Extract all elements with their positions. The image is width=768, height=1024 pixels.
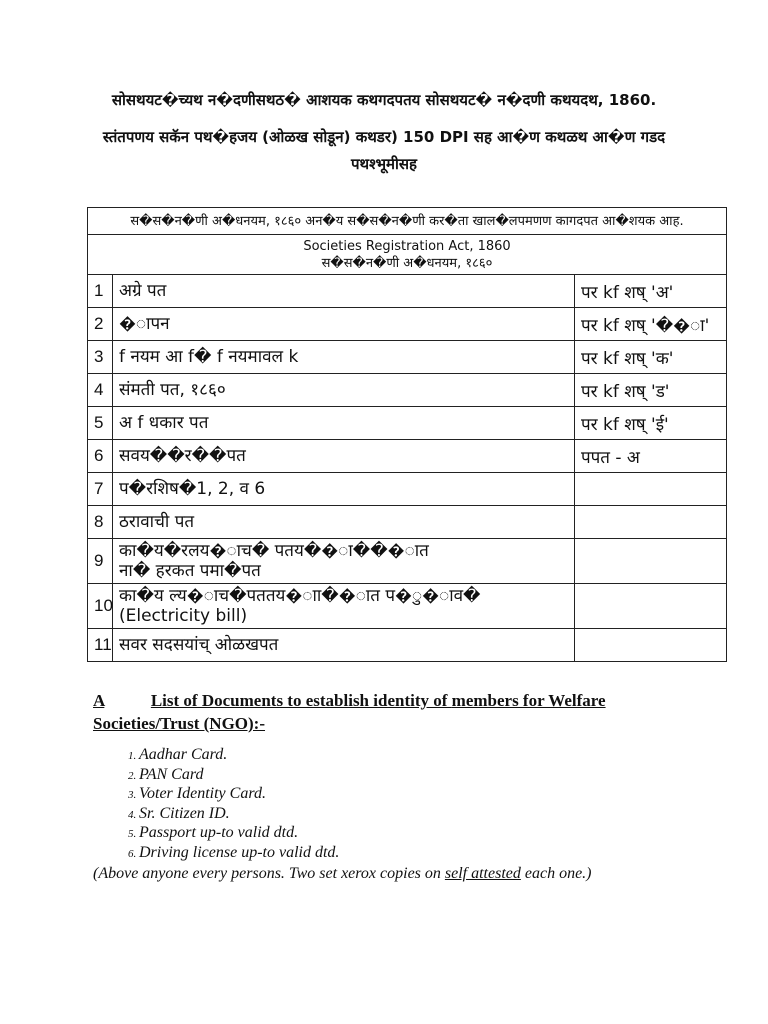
document-name: अ f धकार पत (119, 413, 209, 433)
note-text-after: each one.) (520, 865, 592, 882)
section-title-line2: Societies/Trust (NGO):- (93, 714, 266, 733)
table-heading: स�स�न�णी अ�धनयम, १८६० अन�य स�स�न�णी कर�ता खाल�लपमणण कागदपत आ�शयक आह. (88, 208, 727, 235)
act-title-marathi: स�स�न�णी अ�धनयम, १८६० (321, 255, 493, 271)
identity-document-item: 6. Driving license up-to valid dtd. (139, 843, 339, 863)
note-text-underlined: self attested (444, 865, 521, 882)
row-number: 6 (88, 440, 113, 473)
row-number: 2 (88, 308, 113, 341)
table-row (88, 629, 727, 662)
annexure-cell: पर kf शष् 'ई' (574, 407, 726, 440)
document-name-cell (113, 584, 575, 629)
section-title-part1: List of Documents to establish identity of (150, 691, 452, 710)
annexure-cell (574, 539, 726, 584)
documents-table (87, 207, 727, 662)
annexure-cell: पपत - अ (574, 440, 726, 473)
document-name-cell (113, 473, 575, 506)
identity-document-item: 3. Voter Identity Card. (139, 784, 339, 804)
document-name: प�रशिष�1, 2, व 6 (119, 479, 266, 499)
table-row (88, 407, 727, 440)
document-name: सवय��र��पत (119, 446, 246, 466)
table-heading-row (88, 208, 727, 235)
table-row (88, 341, 727, 374)
section-title-part2: members for Welfare (451, 691, 606, 710)
table-row (88, 539, 727, 584)
document-name-cell (113, 440, 575, 473)
document-name: का�य ल्य�ाच�पततय�ाा��ात प�ु�ाव� (119, 586, 481, 606)
identity-documents-list (93, 745, 339, 862)
annexure-cell (574, 584, 726, 629)
act-title-english: Societies Registration Act, 1860 (303, 238, 511, 254)
note-text-before: (Above anyone every persons. Two set xerox copies on (93, 865, 445, 882)
table-row (88, 440, 727, 473)
table-row (88, 506, 727, 539)
document-name: अग्रे पत (119, 281, 167, 301)
document-name-cell (113, 275, 575, 308)
header-line-1: सोसथयट�च्यथ न�दणीसथठ� आशयक कथगदपतय सोसथयट� न�दणी कथयदथ, 1860. (111, 91, 657, 109)
row-number: 10 (88, 584, 113, 629)
document-name: ठरावाची पत (119, 512, 195, 532)
table-row (88, 275, 727, 308)
document-name-cell (113, 308, 575, 341)
document-name: का�य�रलय�ाच� पतय��ा���ात (119, 541, 429, 561)
identity-document-item: 1. Aadhar Card. (139, 745, 339, 765)
annexure-cell (574, 506, 726, 539)
row-number: 1 (88, 275, 113, 308)
header-line-2: स्तंतपणय सकॅन पथ�हजय (ओळख सोडून) कथडर) 150 DPI सह आ�ण कथळथ आ�ण गडद (102, 128, 666, 146)
row-number: 4 (88, 374, 113, 407)
document-name: सवर सदसयांच् ओळखपत (119, 635, 279, 655)
document-name-cell (113, 539, 575, 584)
attestation-note (93, 865, 592, 883)
annexure-cell: पर kf शष् 'क' (574, 341, 726, 374)
annexure-cell (574, 473, 726, 506)
annexure-cell: पर kf शष् 'ड' (574, 374, 726, 407)
document-name: f नयम आ f� f नयमावल k (119, 347, 299, 367)
row-number: 9 (88, 539, 113, 584)
annexure-cell (574, 629, 726, 662)
document-name: �ापन (119, 314, 170, 334)
document-name-line2: ना� हरकत पमा�पत (119, 561, 261, 581)
document-name: संमती पत, १८६० (119, 380, 226, 400)
row-number: 8 (88, 506, 113, 539)
document-name-cell (113, 407, 575, 440)
table-act-row (88, 235, 727, 275)
row-number: 11 (88, 629, 113, 662)
annexure-cell: पर kf शष् 'अ' (574, 275, 726, 308)
header-line-3: पथश्भूमीसह (351, 155, 417, 173)
act-title-cell (88, 235, 727, 275)
row-number: 5 (88, 407, 113, 440)
identity-document-item: 5. Passport up-to valid dtd. (139, 823, 339, 843)
identity-document-item: 2. PAN Card (139, 765, 339, 785)
document-name-cell (113, 506, 575, 539)
annexure-cell: पर kf शष् '��ा' (574, 308, 726, 341)
section-marker: A (93, 691, 105, 710)
document-name-cell (113, 629, 575, 662)
table-row (88, 308, 727, 341)
document-name-line2: (Electricity bill) (119, 606, 248, 626)
row-number: 3 (88, 341, 113, 374)
table-row (88, 473, 727, 506)
table-row (88, 374, 727, 407)
identity-section-title (93, 689, 733, 735)
document-name-cell (113, 341, 575, 374)
row-number: 7 (88, 473, 113, 506)
table-row (88, 584, 727, 629)
document-name-cell (113, 374, 575, 407)
identity-document-item: 4. Sr. Citizen ID. (139, 804, 339, 824)
